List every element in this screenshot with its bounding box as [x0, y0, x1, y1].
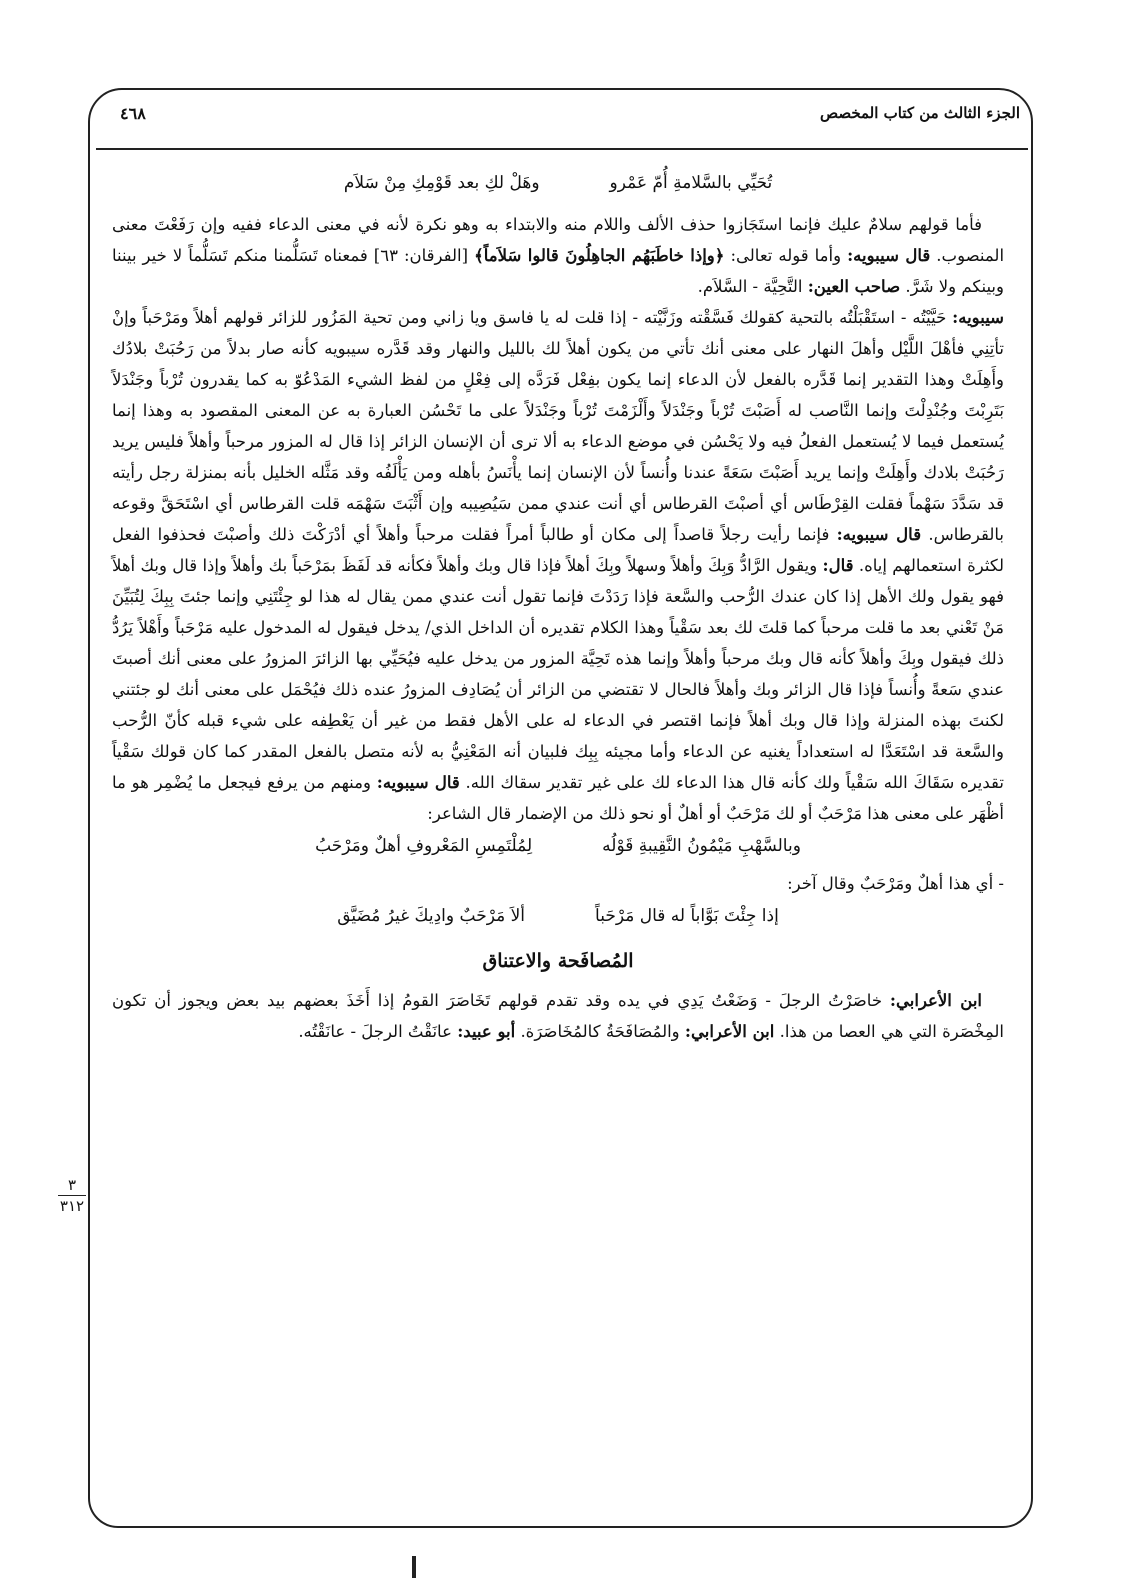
- text: فإنما رأيت رجلاً قاصداً إلى مكان أو طالباً أمراً فقلت مرحباً وأهلاً أي أدْرَكْتَ ذلك وأصبْتَ فحذفوا الفعل لكثرة استعمالهم إياه.: [112, 525, 1005, 575]
- section-heading: المُصافَحة والاعتناق: [482, 950, 634, 972]
- speaker-name: صاحب العين:: [807, 277, 901, 296]
- verse: [112, 901, 1004, 932]
- speaker-name: سيبويه:: [952, 308, 1004, 327]
- verse-second-hemistich: ألاَ مَرْحَبٌ وادِيكَ غيرُ مُضَيَّق: [337, 906, 526, 926]
- speaker-name: قال سيبويه:: [836, 525, 922, 544]
- speaker-name: أبو عبيد:: [457, 1022, 516, 1041]
- verse-first-hemistich: إذا جِئْتَ بَوَّاباً له قال مَرْحَباً: [595, 906, 779, 926]
- text: التَّحِيَّة - السَّلاَم.: [697, 277, 803, 296]
- verse-first-hemistich: وبالسَّهْبِ مَيْمُونُ النَّقِيبةِ قَوْلُه: [602, 836, 801, 856]
- quran-quote: ﴿وإذا خاطَبَهُم الجاهِلُونَ قالوا سَلاَماً﴾: [474, 246, 725, 265]
- page-header: [120, 104, 1020, 136]
- speaker-name: ابن الأعرابي:: [684, 1022, 775, 1041]
- verse-first-hemistich: تُحَيِّي بالسَّلامةِ أُمّ عَمْرو: [609, 173, 773, 193]
- margin-volume: ٣: [67, 1176, 77, 1194]
- speaker-name: قال:: [822, 556, 854, 575]
- book-title: الجزء الثالث من كتاب المخصص: [819, 104, 1020, 122]
- verse: [112, 831, 1004, 862]
- speaker-name: قال سيبويه:: [376, 773, 460, 792]
- margin-page-reference: [58, 1176, 86, 1215]
- text: عانَقْتُ الرجلَ - عانَقْتُه.: [298, 1022, 452, 1041]
- paragraph: [112, 302, 1004, 829]
- text: ويقول الرَّادُّ وَبِكَ وأهلاً وسهلاً وبِكَ أهلاً فإذا قال وبك وأهلاً فكأنه قد لَفَظَ بمَرْحَباً بك وأهلاً وإذا قال وبك أهلاً فهو يقول ولك الأهل إذا كان عندك الرُّحب والسَّعة فإذا رَدَدْتَ فإنما تقول أنت عندي ممن يقال له هذا لو جِئْتَنِي وإنما جئتَ بِبِكَ لِتُبَيِّنَ مَنْ تَعْني بعد ما قلت مرحباً كما قلتَ لك بعد سَقْياً وهذا الكلام تقديره أن الداخل الذي/ يدخل فيقول له المدخول عليه مَرْحَباً وأَهْلاً يَرُدُّ ذلك فيقول وبِكَ وأهلاً كأنه قال وبك مرحباً وأهلاً وإنما هذه تَحِيَّة المزور من يدخل عليه فيُحَيِّي بها الزائرَ المزورُ على معنى أنك أصبتَ عندي سَعةً وأُنساً فإذا قال الزائر وبك وأهلاً فالحال لا تقتضي من الزائر أن يُصَادِف المزورُ عنده ذلك فيُحْمَل على معنى أنك لو جئتني لكنتَ بهذه المنزلة وإذا قال وبك أهلاً فإنما اقتصر في الدعاء له على الأهل فقط من غير أن يَعْطِفه على شيء قبله كأنّ الرُّحب والسَّعة قد اسْتَعَدَّا له استعداداً يغنيه عن الدعاء وأما مجيئه بِبِك فلبيان أنه المَعْنِيُّ به لأنه متصل بالفعل المقدر كما كان قولك سَقْياً تقديره سَقَاكَ الله سَقْياً ولك كأنه قال هذا الدعاء لك على غير تقدير سقاك الله.: [112, 556, 1004, 792]
- scan-mark: [412, 1556, 416, 1578]
- verse: [112, 168, 1004, 199]
- text: وأما قوله تعالى:: [730, 246, 842, 265]
- speaker-name: ابن الأعرابي:: [889, 991, 983, 1010]
- text: حَيَّيْتُه - استَقْبَلْتُه بالتحية كقولك فَسَّقْته وزَنَّيْته - إذا قلت له يا فاسق ويا زاني ومن تحية المَزُور للزائر قولهم أهلاً ومَرْحَباً وإنْ تأتِنِي فأهْلَ اللَّيْل وأهلَ النهار على معنى أنك تأتي من يكون أهلاً لك بالليل والنهار وقد قَدَّره سيبويه كأنه صار بدلاً من رَحُبَتْ بلادُك وأَهِلَتْ وهذا التقدير إنما قَدَّره بالفعل لأن الدعاء إنما يكون بفِعْل فَرَدَّه إلى فِعْلٍ من لفظ الشيء المَدْعُوّ به كما يقدرون تُرْباً وجَنْدَلاً بَتَرِبْتَ وجُنْدِلْتَ وإنما النَّاصب له أَصَبْتَ تُرْباً وجَنْدَلاً وأَلْزَمْتَ تُرْباً وجَنْدَلاً على ما تَحْسُن العبارة به عن المعنى المقصود به وهذا إنما يُستعمل فيما لا يُستعمل الفعلُ فيه ولا يَحْسُن في موضع الدعاء به ألا ترى أن الإنسان الزائر إذا قال له المزور مرحباً وأهلاً فليس يريد رَحُبَتْ بلادك وأَهِلَتْ وإنما يريد أَصَبْتَ سَعَةً عندنا وأُنساً لأن الإنسان إنما يأْنَسُ بأهله ومن يَأْلَفُه وقد مَثَّله الخليل بأنه بمنزلة رجل رأيته قد سَدَّدَ سَهْماً فقلت القِرْطَاس أي أصبْتَ القرطاس أي أنت عندي ممن سَيُصِيبه وإن أَثْبَتَ سَهْمَه قلت القرطاس أي اسْتَحَقَّ وقوعه بالقرطاس.: [112, 308, 1004, 544]
- speaker-name: قال سيبويه:: [847, 246, 931, 265]
- paragraph: - أي هذا أهلٌ ومَرْحَبٌ وقال آخر:: [787, 874, 1004, 893]
- paragraph: [112, 209, 1004, 302]
- text: والمُصَافَحَةُ كالمُخَاصَرَة.: [520, 1022, 680, 1041]
- margin-page: ٣١٢: [59, 1197, 85, 1215]
- verse-second-hemistich: لِمُلْتَمِسِ المَعْروفِ أهلٌ ومَرْحَبُ: [315, 836, 533, 856]
- fraction-bar: [58, 1195, 86, 1196]
- text: ومنهم من يرفع فيجعل ما يُضْمِر هو ما أظْهَر على معنى هذا مَرْحَبٌ أو لك مَرْحَبٌ أو أهلٌ أو نحو ذلك من الإضمار قال الشاعر:: [112, 773, 1004, 823]
- text: خاصَرْتُ الرجلَ - وَضَعْتُ يَدِي في يده وقد تقدم قولهم تَخَاصَرَ القومُ إذا أَخَذَ بعضهم بيد بعض ويجوز أن تكون المِخْصَرة التي هي العصا من هذا.: [112, 991, 1004, 1041]
- page-body: [112, 168, 1004, 1047]
- text: [الفرقان: ٦٣] فمعناه تَسَلُّمنا منكم تَسَلُّماً لا خير بيننا وبينكم ولا شَرَّ.: [112, 246, 1004, 296]
- verse-second-hemistich: وهَلْ لكِ بعد قَوْمِكِ مِنْ سَلاَم: [343, 173, 540, 193]
- paragraph: [112, 985, 1004, 1047]
- text: فأما قولهم سلامٌ عليك فإنما استَجَازوا حذف الألف واللام منه والابتداء به وهو نكرة لأنه في معنى الدعاء ففيه وإن رَفَعْتَ معنى المنصوب.: [112, 215, 1005, 265]
- header-rule: [96, 148, 1028, 150]
- page-number: ٤٦٨: [120, 104, 146, 123]
